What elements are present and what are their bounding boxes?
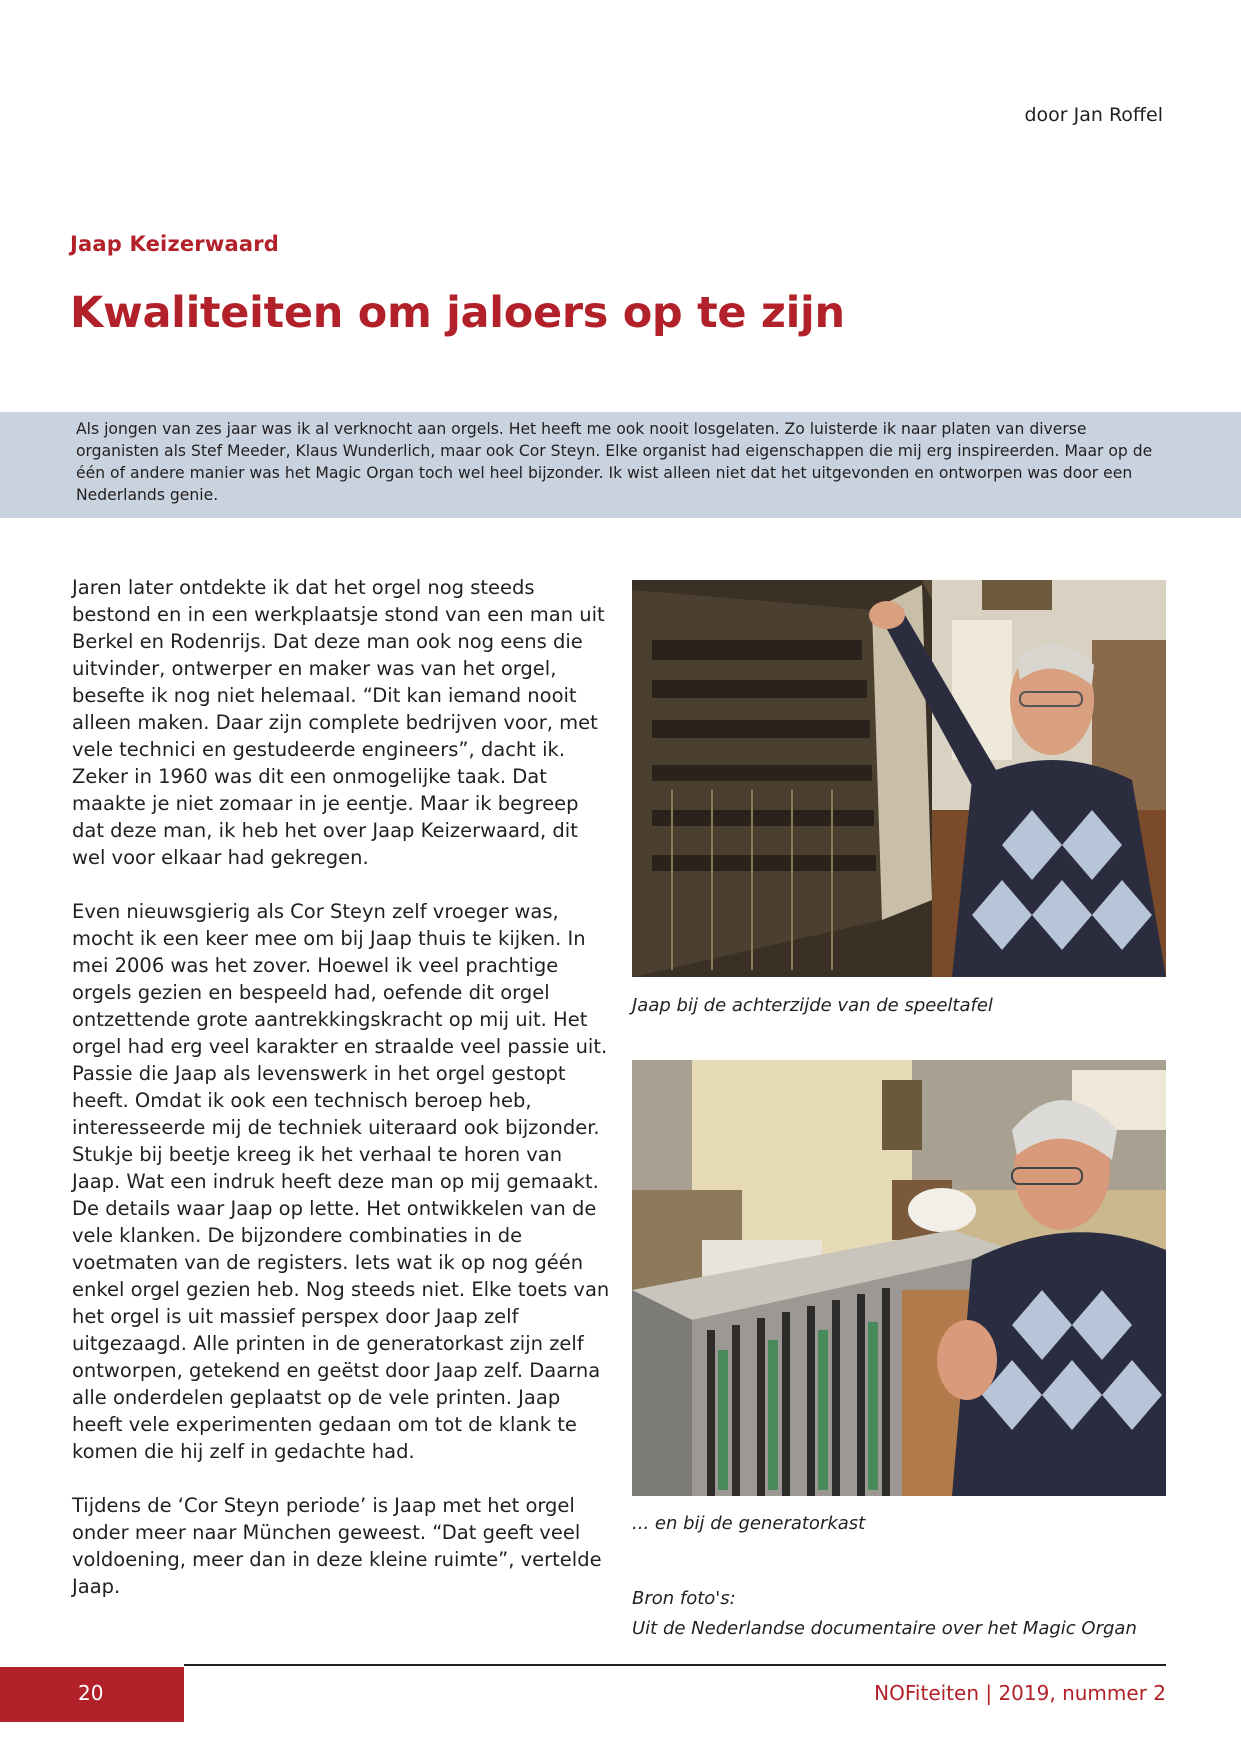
photo-source-label: Bron foto's:: [632, 1588, 736, 1609]
article-body: [72, 574, 612, 1627]
page-number: 20: [78, 1681, 104, 1705]
photo-generator-cabinet: [632, 1060, 1166, 1496]
author-byline: door Jan Roffel: [1024, 104, 1163, 126]
photo-caption: ... en bij de generatorkast: [632, 1513, 866, 1534]
magazine-issue: NOFiteiten | 2019, nummer 2: [874, 1681, 1166, 1705]
photo-console-back: [632, 580, 1166, 977]
body-paragraph: Jaren later ontdekte ik dat het orgel nog steeds bestond en in een werkplaatsje stond van een man uit Berkel en Rodenrijs. Dat deze man ook nog eens die uitvinder, ontwerper en maker was van het orgel, besefte ik nog niet helemaal. “Dit kan iemand nooit alleen maken. Daar zijn complete bedrijven voor, met vele technici en gestudeerde engineers”, dacht ik. Zeker in 1960 was dit een onmogelijke taak. Dat maakte je niet zomaar in je eentje. Maar ik begreep dat deze man, ik heb het over Jaap Keizerwaard, dit wel voor elkaar had gekregen.: [72, 576, 605, 869]
photo-source-text: Uit de Nederlandse documentaire over het Magic Organ: [632, 1618, 1137, 1639]
photo-caption: Jaap bij de achterzijde van de speeltafel: [632, 995, 993, 1016]
photo-source: [632, 1584, 1137, 1644]
article-kicker: Jaap Keizerwaard: [70, 232, 279, 256]
footer-rule: [184, 1664, 1166, 1666]
article-title: Kwaliteiten om jaloers op te zijn: [70, 288, 845, 338]
body-paragraph: Even nieuwsgierig als Cor Steyn zelf vroeger was, mocht ik een keer mee om bij Jaap thuis te kijken. In mei 2006 was het zover. Hoewel ik veel prachtige orgels gezien en bespeeld had, oefende dit orgel ontzettende grote aantrekkingskracht op mij uit. Het orgel had erg veel karakter en straalde veel passie uit. Passie die Jaap als levenswerk in het orgel gestopt heeft. Omdat ik ook een technisch beroep heb, interesseerde mij de techniek uiteraard ook bijzonder. Stukje bij beetje kreeg ik het verhaal te horen van Jaap. Wat een indruk heeft deze man op mij gemaakt. De details waar Jaap op lette. Het ontwikkelen van de vele klanken. De bijzondere combinaties in de voetmaten van de registers. Iets wat ik op nog géén enkel orgel gezien heb. Nog steeds niet. Elke toets van het orgel is uit massief perspex door Jaap zelf uitgezaagd. Alle printen in de generatorkast zijn zelf ontworpen, getekend en geëtst door Jaap zelf. Daarna alle onderdelen geplaatst op de vele printen. Jaap heeft vele experimenten gedaan om tot de klank te komen die hij zelf in gedachte had.: [72, 900, 610, 1463]
intro-text: Als jongen van zes jaar was ik al verknocht aan orgels. Het heeft me ook nooit losgelaten. Zo luisterde ik naar platen van diverse organisten als Stef Meeder, Klaus Wunderlich, maar ook Cor Steyn. Elke organist had eigenschappen die mij erg inspireerden. Maar op de één of andere manier was het Magic Organ toch wel heel bijzonder. Ik wist alleen niet dat het uitgevonden en ontworpen was door een Nederlands genie.: [76, 420, 1153, 504]
intro-band: [0, 412, 1241, 518]
body-paragraph: Tijdens de ‘Cor Steyn periode’ is Jaap met het orgel onder meer naar München geweest. “Dat geeft veel voldoening, meer dan in deze kleine ruimte”, vertelde Jaap.: [72, 1494, 602, 1598]
